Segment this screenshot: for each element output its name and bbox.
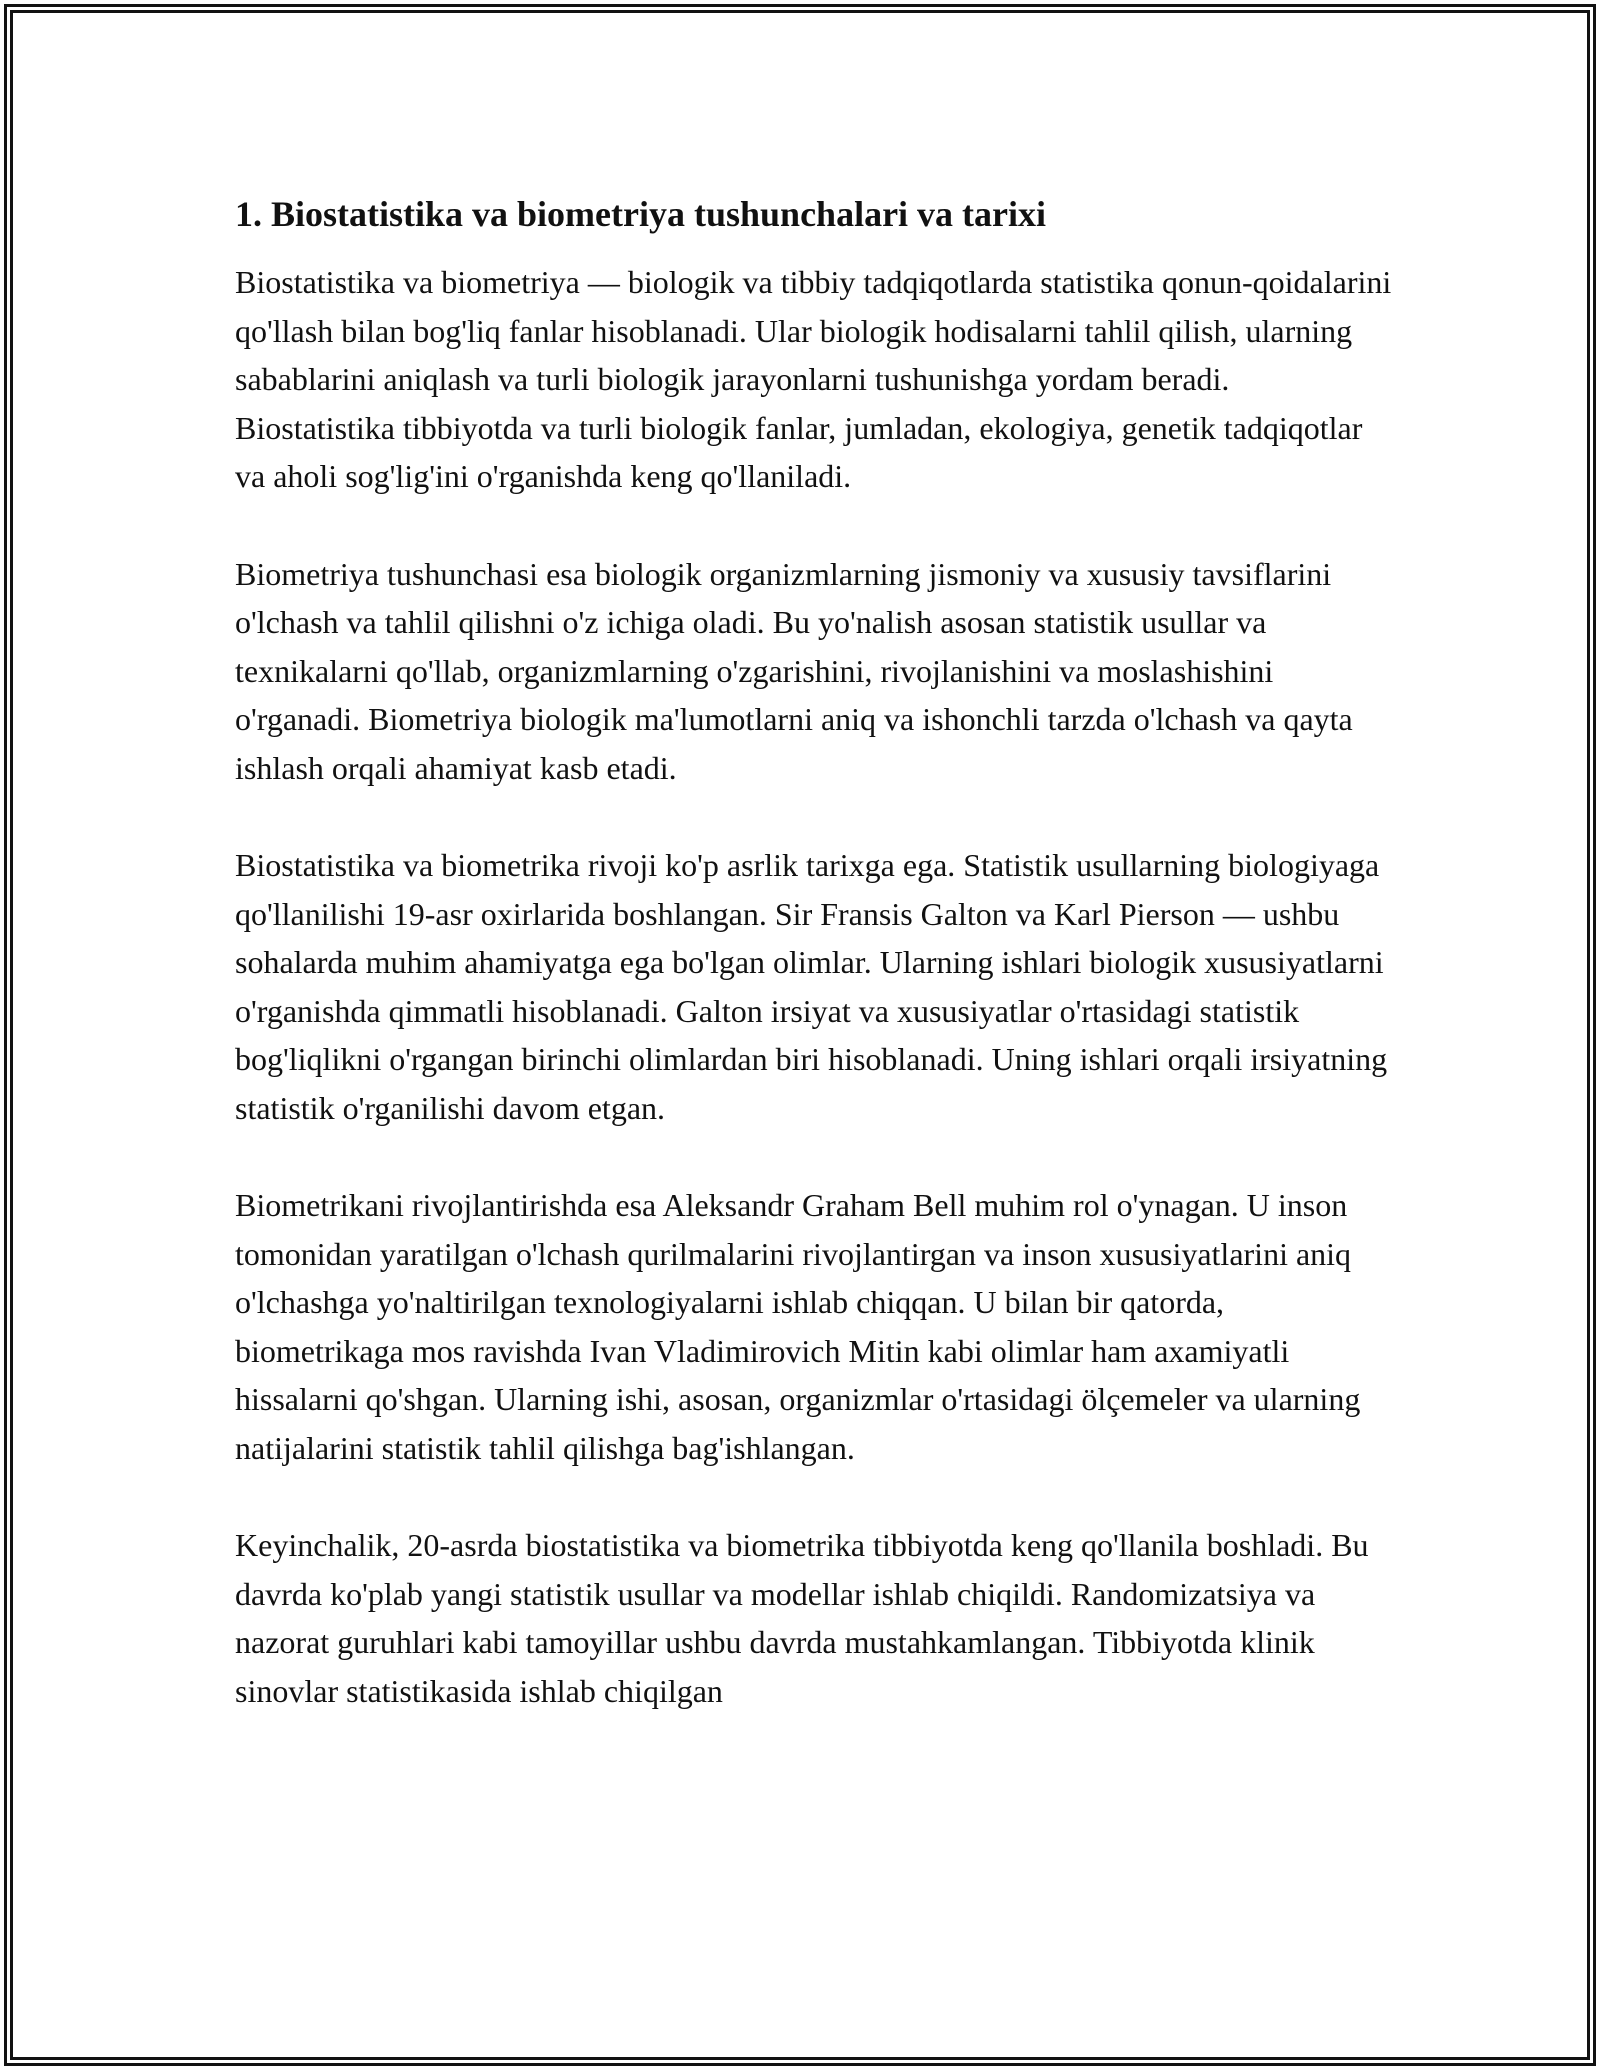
paragraph-biometrics-concept: Biometriya tushunchasi esa biologik organizmlarning jismoniy va xususiy tavsiflarini o'lchash va tahlil qilishni o'z ichiga oladi. Bu yo'nalish asosan statistik usullar va texnikalarni qo'llab, organizmlarning o'zgarishini, rivojlanishini va moslashishini o'rganadi. Biometriya biologik ma'lumotlarni aniq va ishonchli tarzda o'lchash va qayta ishlash orqali ahamiyat kasb etadi. xyxy=(235,555,1353,786)
paragraph-20th-century: Keyinchalik, 20-asrda biostatistika va biometrika tibbiyotda keng qo'llanila boshladi. Bu davrda ko'plab yangi statistik usullar va modellar ishlab chiqildi. Randomizatsiya va nazorat guruhlari kabi tamoyillar ushbu davrda mustahkamlangan. Tibbiyotda klinik sinovlar statistikasida ishlab chiqilgan xyxy=(235,1527,1369,1709)
paragraph-biostatistics-definition: Biostatistika va biometriya — biologik va tibbiy tadqiqotlarda statistika qonun-qoidalarini qo'llash bilan bog'liq fanlar hisoblanadi. Ular biologik hodisalarni tahlil qilish, ularning sabablarini aniqlash va turli biologik jarayonlarni tushunishga yordam beradi. Biostatistika tibbiyotda va turli biologik fanlar, jumladan, ekologiya, genetik tadqiqotlar va aholi sog'lig'ini o'rganishda keng qo'llaniladi. xyxy=(235,264,1392,494)
paragraph-history-galton-pearson: Biostatistika va biometrika rivoji ko'p asrlik tarixga ega. Statistik usullarning biologiyaga qo'llanilishi 19-asr oxirlarida boshlangan. Sir Fransis Galton va Karl Pierson — ushbu sohalarda muhim ahamiyatga ega bo'lgan olimlar. Ularning ishlari biologik xususiyatlarni o'rganishda qimmatli hisoblanadi. Galton irsiyat va xususiyatlar o'rtasidagi statistik bog'liqlikni o'rgangan birinchi olimlardan biri hisoblanadi. Uning ishlari orqali irsiyatning statistik o'rganilishi davom etgan. xyxy=(235,847,1388,1126)
document-content xyxy=(235,186,1395,1764)
section-heading: 1. Biostatistika va biometriya tushunchalari va tarixi xyxy=(235,194,1047,234)
paragraph-bell-mitin: Biometrikani rivojlantirishda esa Aleksandr Graham Bell muhim rol o'ynagan. U inson tomonidan yaratilgan o'lchash qurilmalarini rivojlantirgan va inson xususiyatlarini aniq o'lchashga yo'naltirilgan texnologiyalarni ishlab chiqqan. U bilan bir qatorda, biometrikaga mos ravishda Ivan Vladimirovich Mitin kabi olimlar ham axamiyatli hissalarni qo'shgan. Ularning ishi, asosan, organizmlar o'rtasidagi ölçemeler va ularning natijalarini statistik tahlil qilishga bag'ishlangan. xyxy=(235,1187,1361,1466)
